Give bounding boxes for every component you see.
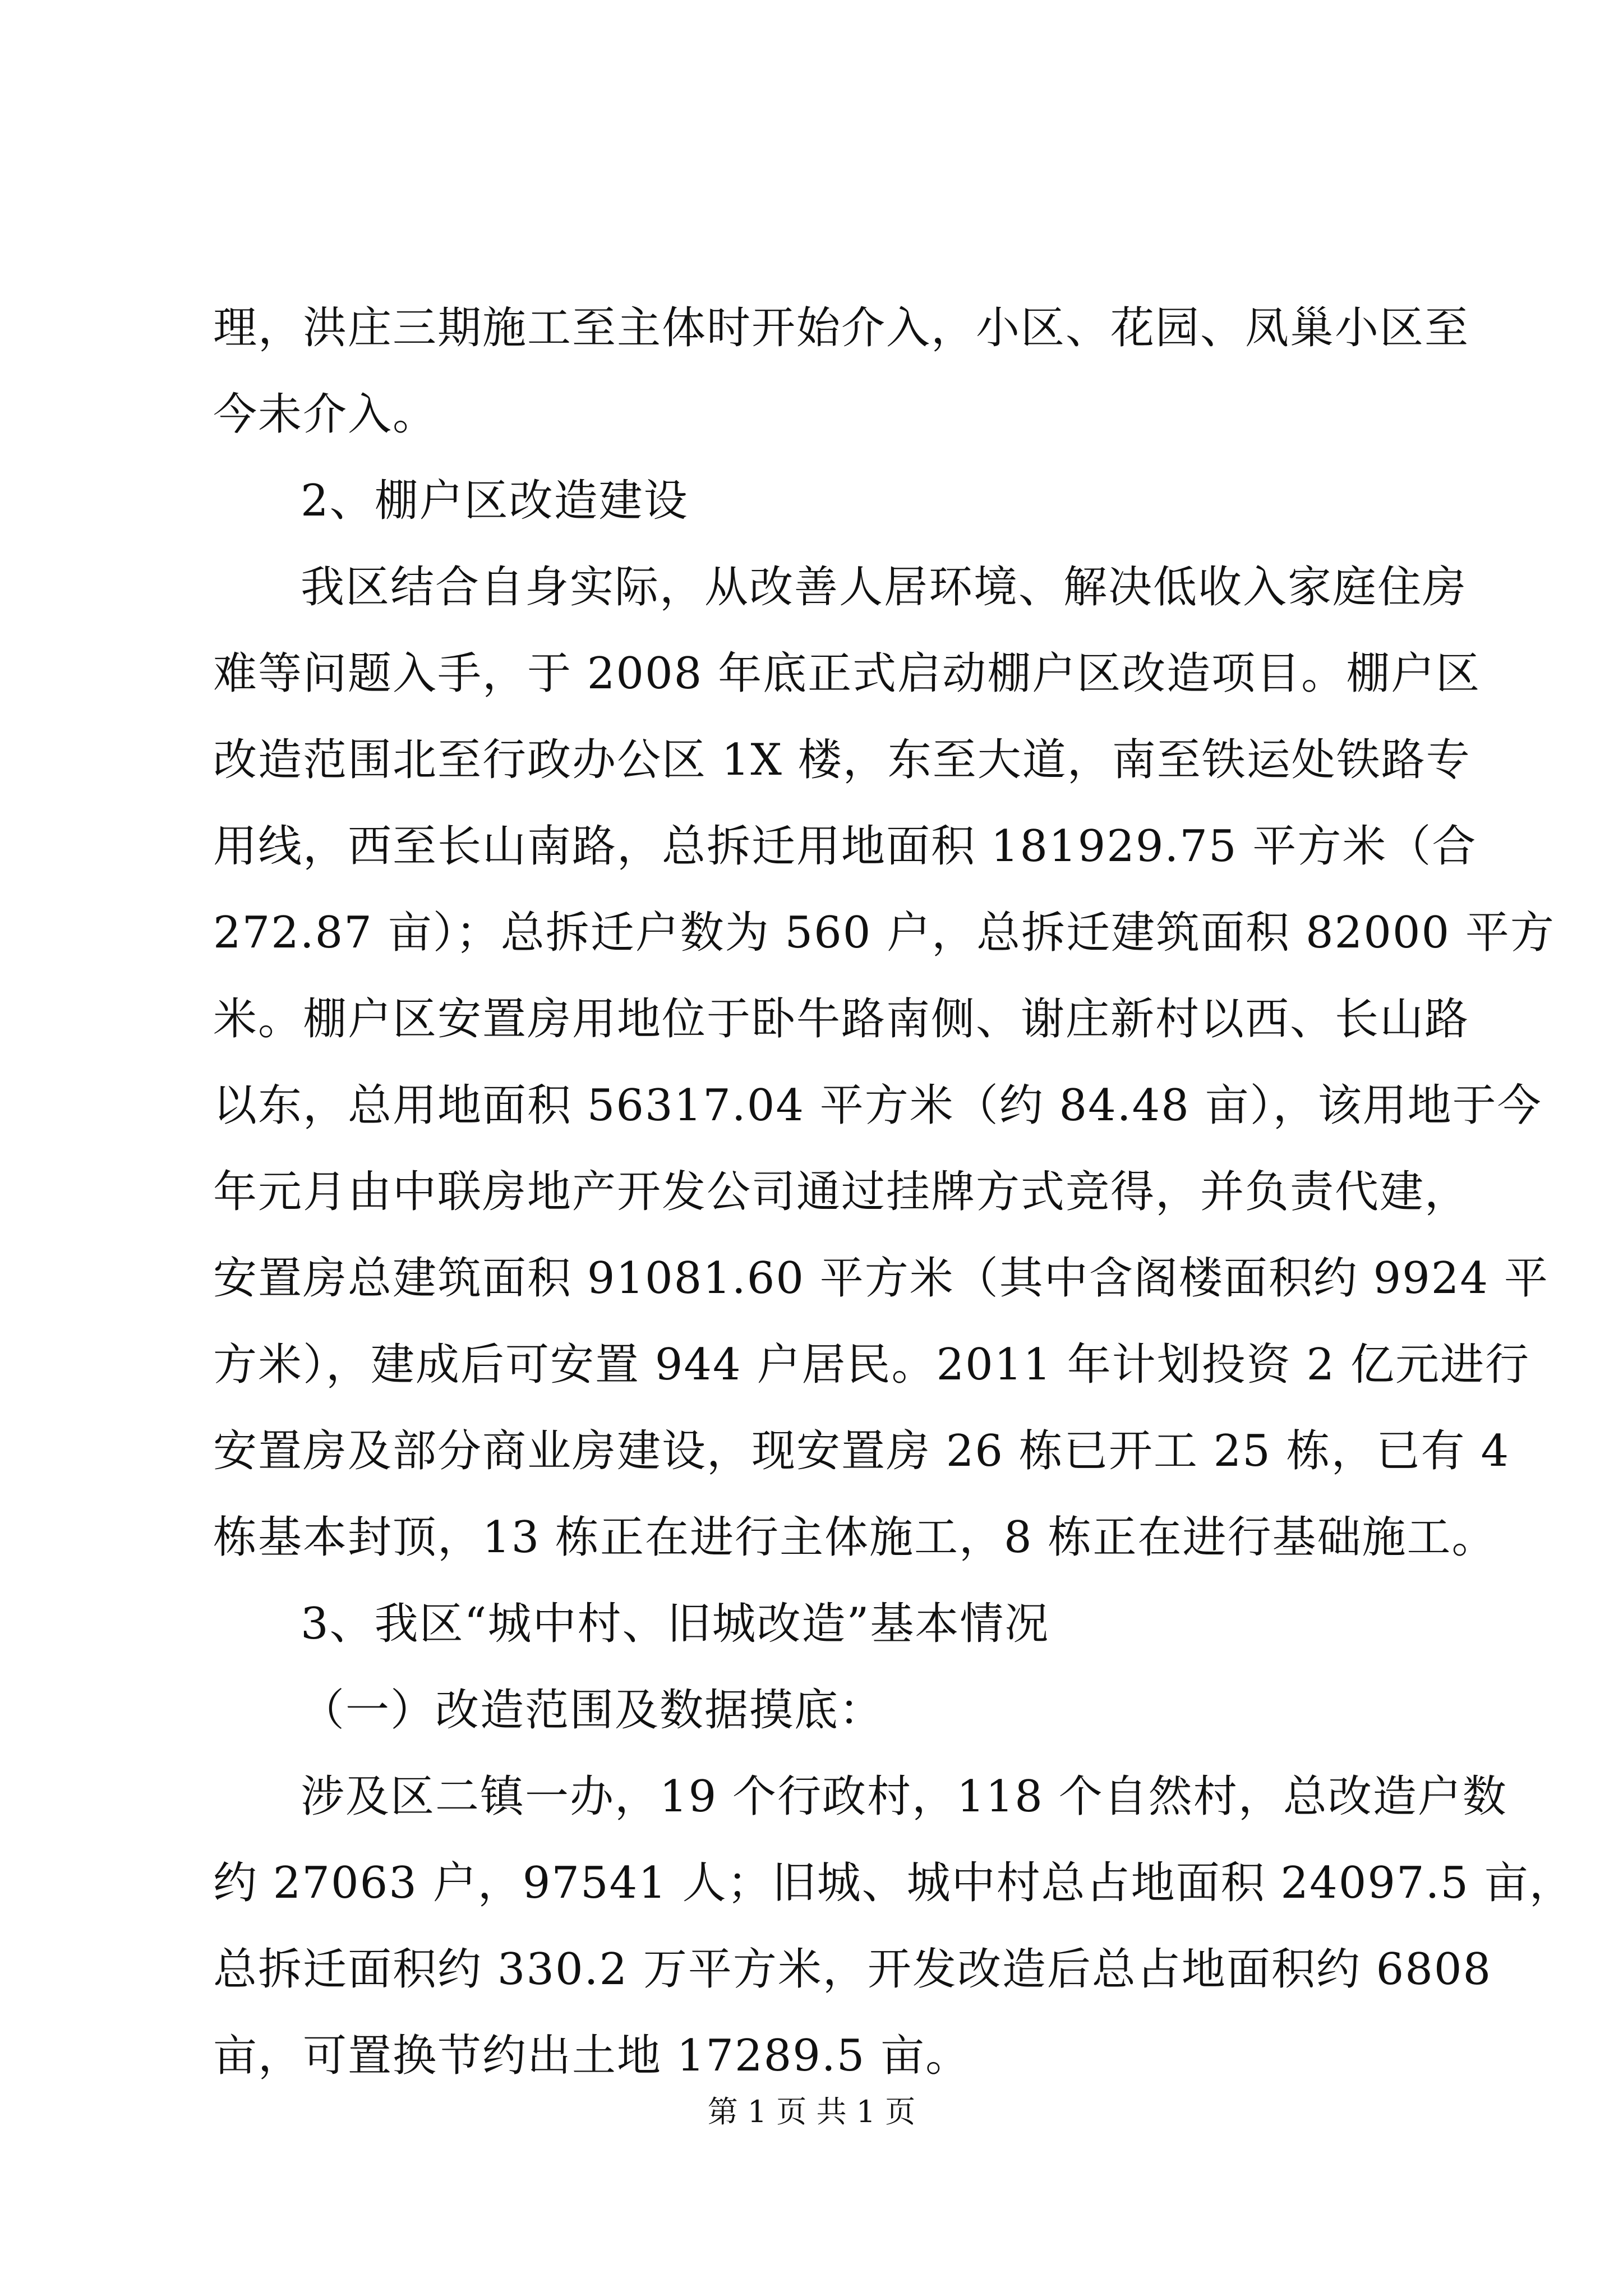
text-line: 2、棚户区改造建设: [301, 476, 689, 526]
text-line: 272.87 亩）；总拆迁户数为 560 户，总拆迁建筑面积 82000 平方: [213, 908, 1555, 958]
text-line: 方米），建成后可安置 944 户居民。2011 年计划投资 2 亿元进行: [213, 1340, 1530, 1390]
text-line: 亩，可置换节约出土地 17289.5 亩。: [213, 2031, 971, 2081]
text-line: 难等问题入手，于 2008 年底正式启动棚户区改造项目。棚户区: [213, 648, 1481, 699]
text-line: 我区结合自身实际，从改善人居环境、解决低收入家庭住房: [301, 562, 1468, 613]
text-line: 总拆迁面积约 330.2 万平方米，开发改造后总占地面积约 6808: [213, 1944, 1492, 1995]
text-line: 栋基本封顶，13 栋正在进行主体施工，8 栋正在进行基础施工。: [213, 1512, 1497, 1563]
text-line: 米。棚户区安置房用地位于卧牛路南侧、谢庄新村以西、长山路: [213, 994, 1470, 1045]
text-line: 约 27063 户，97541 人；旧城、城中村总占地面积 24097.5 亩，: [213, 1858, 1574, 1908]
page-footer: 第 1 页 共 1 页: [707, 2094, 916, 2129]
text-line: 理，洪庄三期施工至主体时开始介入，小区、花园、凤巢小区至: [213, 303, 1470, 353]
text-line: 安置房总建筑面积 91081.60 平方米（其中含阁楼面积约 9924 平: [213, 1253, 1549, 1304]
text-line: 年元月由中联房地产开发公司通过挂牌方式竞得，并负责代建，: [213, 1167, 1470, 1217]
text-line: 安置房及部分商业房建设，现安置房 26 栋已开工 25 栋，已有 4: [213, 1426, 1510, 1476]
text-line: 涉及区二镇一办，19 个行政村，118 个自然村，总改造户数: [301, 1772, 1507, 1822]
text-line: （一）改造范围及数据摸底：: [301, 1685, 884, 1736]
text-line: 用线，西至长山南路，总拆迁用地面积 181929.75 平方米（合: [213, 821, 1477, 872]
text-line: 改造范围北至行政办公区 1X 楼，东至大道，南至铁运处铁路专: [213, 735, 1471, 785]
text-line: 以东，总用地面积 56317.04 平方米（约 84.48 亩），该用地于今: [213, 1080, 1542, 1131]
text-line: 今未介入。: [213, 389, 438, 440]
text-line: 3、我区“城中村、旧城改造”基本情况: [301, 1599, 1050, 1649]
